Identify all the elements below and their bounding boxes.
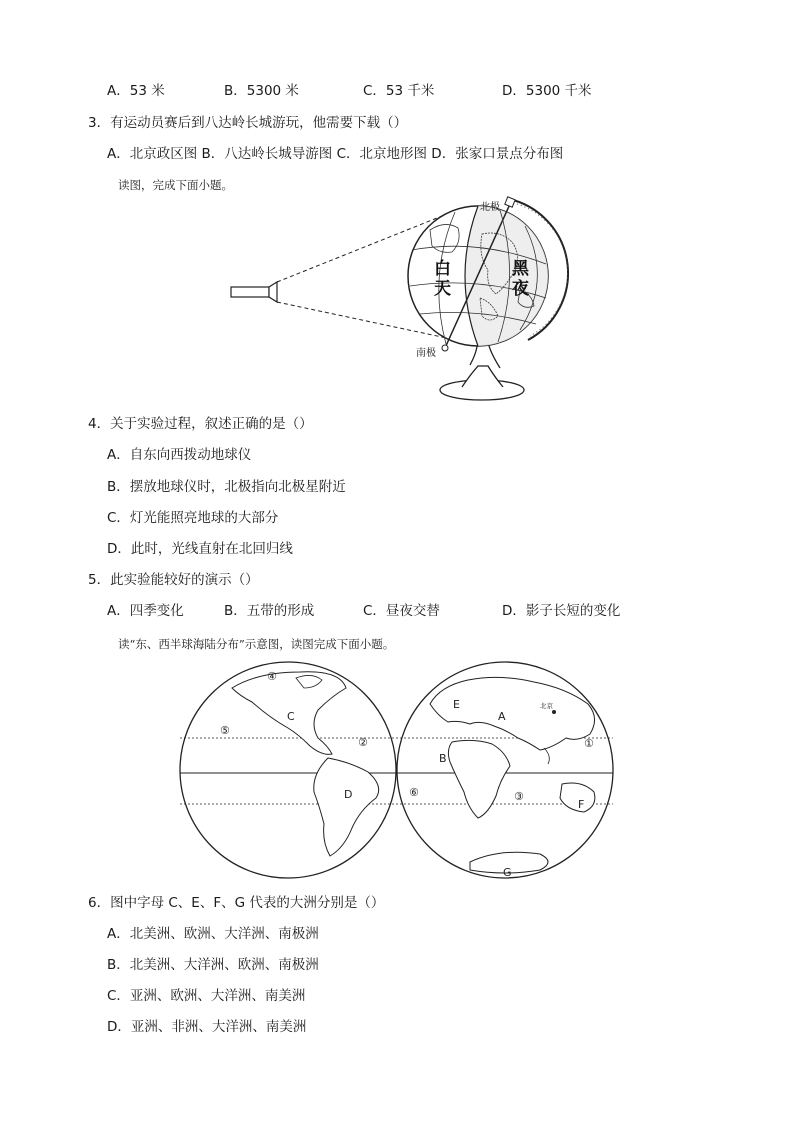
intro-hemispheres: 读“东、西半球海陆分布”示意图，读图完成下面小题。 <box>118 637 395 651</box>
q4-option-b: B．摆放地球仪时，北极指向北极星附近 <box>107 479 346 495</box>
q6-stem: 6．图中字母 C、E、F、G 代表的大洲分别是（） <box>88 895 385 911</box>
q4-option-a: A．自东向西拨动地球仪 <box>107 447 252 463</box>
label-4: ④ <box>267 670 277 683</box>
q6-option-a: A．北美洲、欧洲、大洋洲、南极洲 <box>107 926 319 942</box>
q3-stem: 3．有运动员赛后到八达岭长城游玩，他需要下载（） <box>88 115 408 131</box>
label-g: G <box>503 866 512 879</box>
q6-option-c: C．亚洲、欧洲、大洋洲、南美洲 <box>107 988 306 1004</box>
q6-option-b: B．北美洲、大洋洲、欧洲、南极洲 <box>107 957 319 973</box>
q4-option-c: C．灯光能照亮地球的大部分 <box>107 510 279 526</box>
q2-option-d: D．5300 千米 <box>502 83 592 99</box>
hemispheres-map <box>0 658 794 888</box>
q4-stem: 4．关于实验过程，叙述正确的是（） <box>88 416 313 432</box>
label-a: A <box>498 710 506 723</box>
north-pole-label: 北极 <box>480 202 500 213</box>
q2-option-c: C．53 千米 <box>363 83 435 99</box>
globe-figure <box>0 190 794 430</box>
label-3: ③ <box>514 790 524 803</box>
label-1: ① <box>584 737 594 750</box>
q2-option-b: B．5300 米 <box>224 83 299 99</box>
q6-option-d: D．亚洲、非洲、大洋洲、南美洲 <box>107 1019 307 1035</box>
q2-option-a: A．53 米 <box>107 83 165 99</box>
q5-stem: 5．此实验能较好的演示（） <box>88 572 259 588</box>
q5-option-d: D．影子长短的变化 <box>502 603 621 619</box>
day-label-1: 白 <box>434 259 451 279</box>
night-label-1: 黑 <box>512 259 529 279</box>
intro-globe: 读图，完成下面小题。 <box>118 178 233 192</box>
south-pole-label: 南极 <box>416 348 436 359</box>
label-b: B <box>439 752 447 765</box>
q5-option-c: C．昼夜交替 <box>363 603 440 619</box>
label-e: E <box>453 698 460 711</box>
label-6: ⑥ <box>409 786 419 799</box>
label-2: ② <box>358 736 368 749</box>
label-5: ⑤ <box>220 724 230 737</box>
night-label-2: 夜 <box>512 279 529 299</box>
label-f: F <box>578 798 585 811</box>
beijing-label: 北京 <box>540 702 553 710</box>
q3-options: A．北京政区图 B．八达岭长城导游图 C．北京地形图 D．张家口景点分布图 <box>107 146 564 162</box>
q5-option-b: B．五带的形成 <box>224 603 315 619</box>
q5-option-a: A．四季变化 <box>107 603 184 619</box>
flashlight-icon <box>231 282 277 302</box>
label-c: C <box>287 710 295 723</box>
day-label-2: 天 <box>434 279 451 299</box>
label-d: D <box>344 788 353 801</box>
q4-option-d: D．此时，光线直射在北回归线 <box>107 541 293 557</box>
